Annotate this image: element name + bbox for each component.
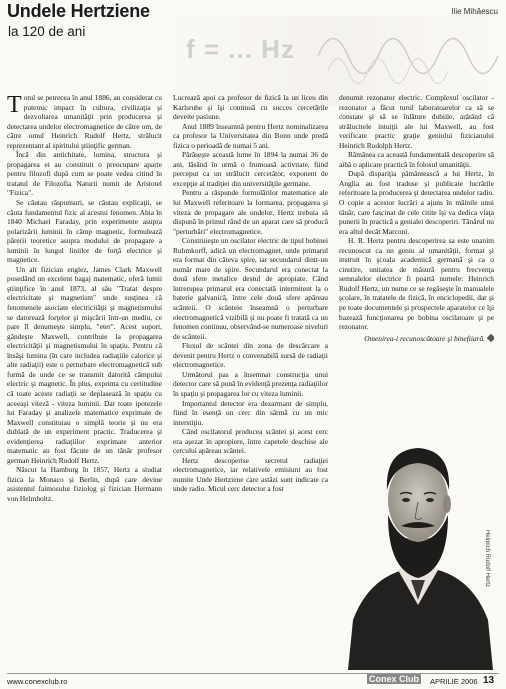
paragraph: Importantul detector era dezarmant de simplu, fiind în esenţă un cerc din sârmă cu un mic interstiţiu.	[173, 398, 328, 427]
website-link[interactable]: www.conexclub.ro	[7, 677, 68, 686]
banner-formula: f = ... Hz	[186, 34, 295, 64]
article-subtitle: la 120 de ani	[8, 24, 86, 39]
paragraph: Construieşte un oscilator electric de tipul bobinei Ruhmkorff, adică un electromagnet, unde primarul era format din câteva spire, iar secundarul dintr-un număr mare de spire. Secundarul era conectat la două sfere metalice destul de apropiate. Când întrerupea primarul era conectată intermitent la o baterie galvanică, între cele două sfere apăreau scânteii. O scânteie înseamnă o perturbare electromagnetică vizibilă şi nu poate fi tratată ca un fenomen continuu, observând-se numeroase niveluri de scânteii.	[173, 236, 328, 341]
paragraph: H. R. Hertz pentru descoperirea sa este unanim recunoscut ca un geniu al umanităţii, format şi instruit în şcoala academică germană şi ca o cinstire, unitatea de măsură pentru frecvenţa semnalelor electrice fi poartă numele: Heinrich Rudolf Hertz, un nume ce se regăseşte în manualele şcolare, în tratatele de fizică, în enciclopedii, dar şi pe toate documentele şi prospectele aparatelor ce îşi bazează funcţionarea pe bobina oscilatoare şi pe rezonator.	[339, 236, 494, 332]
column-1	[7, 93, 162, 671]
paragraph: Părăseşte această lume în 1894 la numai 36 de ani, lăsând în urmă o frumoasă activitate, fiind perceput ca un strălucit cercetător, exponent de excepţie al tradiţiei din universităţile germane.	[173, 150, 328, 188]
hertz-portrait	[343, 420, 493, 670]
author-name: Ilie Mihăescu	[451, 7, 498, 16]
issue-date: APRILIE 2006	[430, 677, 478, 686]
portrait-illustration	[343, 420, 493, 670]
page-footer	[0, 676, 506, 689]
paragraph: Lucrează apoi ca profesor de fizică la un liceu din Karlsruhe şi îşi continuă cu succes cercetările deveite pasiune.	[173, 93, 328, 122]
column-2	[173, 93, 328, 671]
paragraph: Încă din antichitate, lumina, structura şi propagarea ei au constituit o preocupare aparte pentru filozofi după cum se poate vedea citind în tratatul de Filozofia Naturii numit de Aristotel "Fizica".	[7, 150, 162, 198]
drop-cap: T	[7, 93, 22, 118]
paragraph: După dispariţia pământească a lui Hertz, în Anglia au fost traduse şi publicate lucrările referitoare la producerea şi detectarea undelor radio. O copie a acestor lucrări a ajuns în mâinile unui tânăr, care fascinat de cele citite îşi va dedica viaţa punerii în practică a genialei descoperiri. Tânărul nu era altul decât Marconi.	[339, 169, 494, 236]
page-number: 13	[483, 675, 495, 686]
magazine-logo: Conex Club	[369, 674, 420, 684]
paragraph: Hertz descoperise secretul radiaţiei electromagnetice, iar relativele emisiuni au fost numite Unde Hertziene care astăzi sunt indicate ca unde radio. Micul cerc detector a fost	[173, 455, 328, 494]
footer-divider	[7, 673, 499, 674]
paragraph: Se căutau răspunsuri, se căutau explicaţii, se căuta fundamentul fizic al acestui fenomen. Abia în 1840 Michael Faraday, prin experimente asupra polarizării luminii în câmp magnetic, formulează părerii teoretice asupra modului de propagare a luminii în lungul liniilor de forţă electrice şi magnetice.	[7, 198, 162, 265]
article-title: Undele Hertziene	[7, 1, 150, 21]
paragraph: Un alt fizician englez, James Clark Maxwell posedând un excelent bagaj matematic, oferă lumii ştiinţifice în anul 1873, al său "Tratat despre electricitate şi magnetism" unde susţinea că fenomenele asociate electricităţii şi magnetismului se datorează forţelor şi mişcării într-un mediu, ce pare îl denumeşte simplu, "eter". Acest suport, gândeşte Maxwell, contribuie la propagarea electricităţii şi magnetismului în spaţiu. Pentru că însăşi lumina (în care includea radiaţiile calorice şi alte radiaţii) este o perturbare electromagnetică sub formă de unde ce se transmit datorită câmpului electric şi magnetic. În plus, exprima cu certitudine că toate aceste radiaţii se deplasează în spaţiu cu aceeaşi viteză - viteza luminii. Dar toate ipotezele lui Faraday şi analizele matematice exprimate de Maxwell constituiau o simplă teorie şi nu era dublată de un experiment practic. Traducerea şi evidenţierea radiaţiilor exprimate anterior matematic au fost făcute de un tânăr profesor german Heinrich Rudolf Hertz.	[7, 264, 162, 465]
paragraph: Pentru a răspunde formulărilor matematice ale lui Maxwell referitoare la formarea, propagarea şi viteza de propagare ale undelor, Hertz trebuia să dispună în primul rând de un aparat care să producă "perturbări" electromagnetice.	[173, 188, 328, 236]
end-of-article-icon	[487, 333, 494, 341]
paragraph: Anul 1889 înseamnă pentru Hertz nominalizarea ca profesor la Universitatea din Bonn unde predă fizica o perioadă de numai 5 ani.	[173, 121, 328, 150]
paragraph: denumit rezonator electric. Complexul oscilator - rezonator a făcut turul laboratoarelor ca să se constate şi să se înlăture dubiile, arătând că strălucitele intuiţii ale lui Maxwell, au fost verificate practic graţie geniului fizicianului Heinrich Rudolph Hertz.	[339, 93, 494, 150]
paragraph: Fluxul de scântei din zona de descărcare a devenit pentru Hertz o convenabilă sursă de radiaţii electromagnetice.	[173, 341, 328, 370]
paragraph: Când oscilatorul producea scântei şi acest cerc era aşezat în apropiere, între capetele deschise ale cercului apăreau scântei.	[173, 427, 328, 456]
paragraph: Următorul pas a însemnat construcţia unui detector care să pună în evidenţă prezenţa radiaţiilor în spaţiu şi propagarea lor cu viteza luminii.	[173, 369, 328, 398]
paragraph: Rămânea ca această fundamentală descoperire să aibă o aplicare practică în folosul umanităţii.	[339, 150, 494, 169]
paragraph: Totul se petrecea în anul 1886, an considerat cu putemic impact în cultura, civilizaţia şi dezvoltarea umanităţii prin producerea şi detectarea undelor electromagnetice de către om, de către omul Heinrich Rudolf Hertz, strălucit reprezentant al spiritului ştiinţific german.	[7, 93, 162, 150]
photo-caption: Heinrich Rudolf Hertz	[484, 530, 490, 588]
column-3	[339, 93, 494, 456]
paragraph: Născut la Hamburg în 1857, Hertz a studiat fizica la Monaco şi Berlin, după care devine asistentul faimosului fiziolog şi fizician Hermann von Helmholtz.	[7, 465, 162, 503]
closing-caption: Omenirea-i recunoscătoare şi binefiiară.	[339, 334, 494, 344]
